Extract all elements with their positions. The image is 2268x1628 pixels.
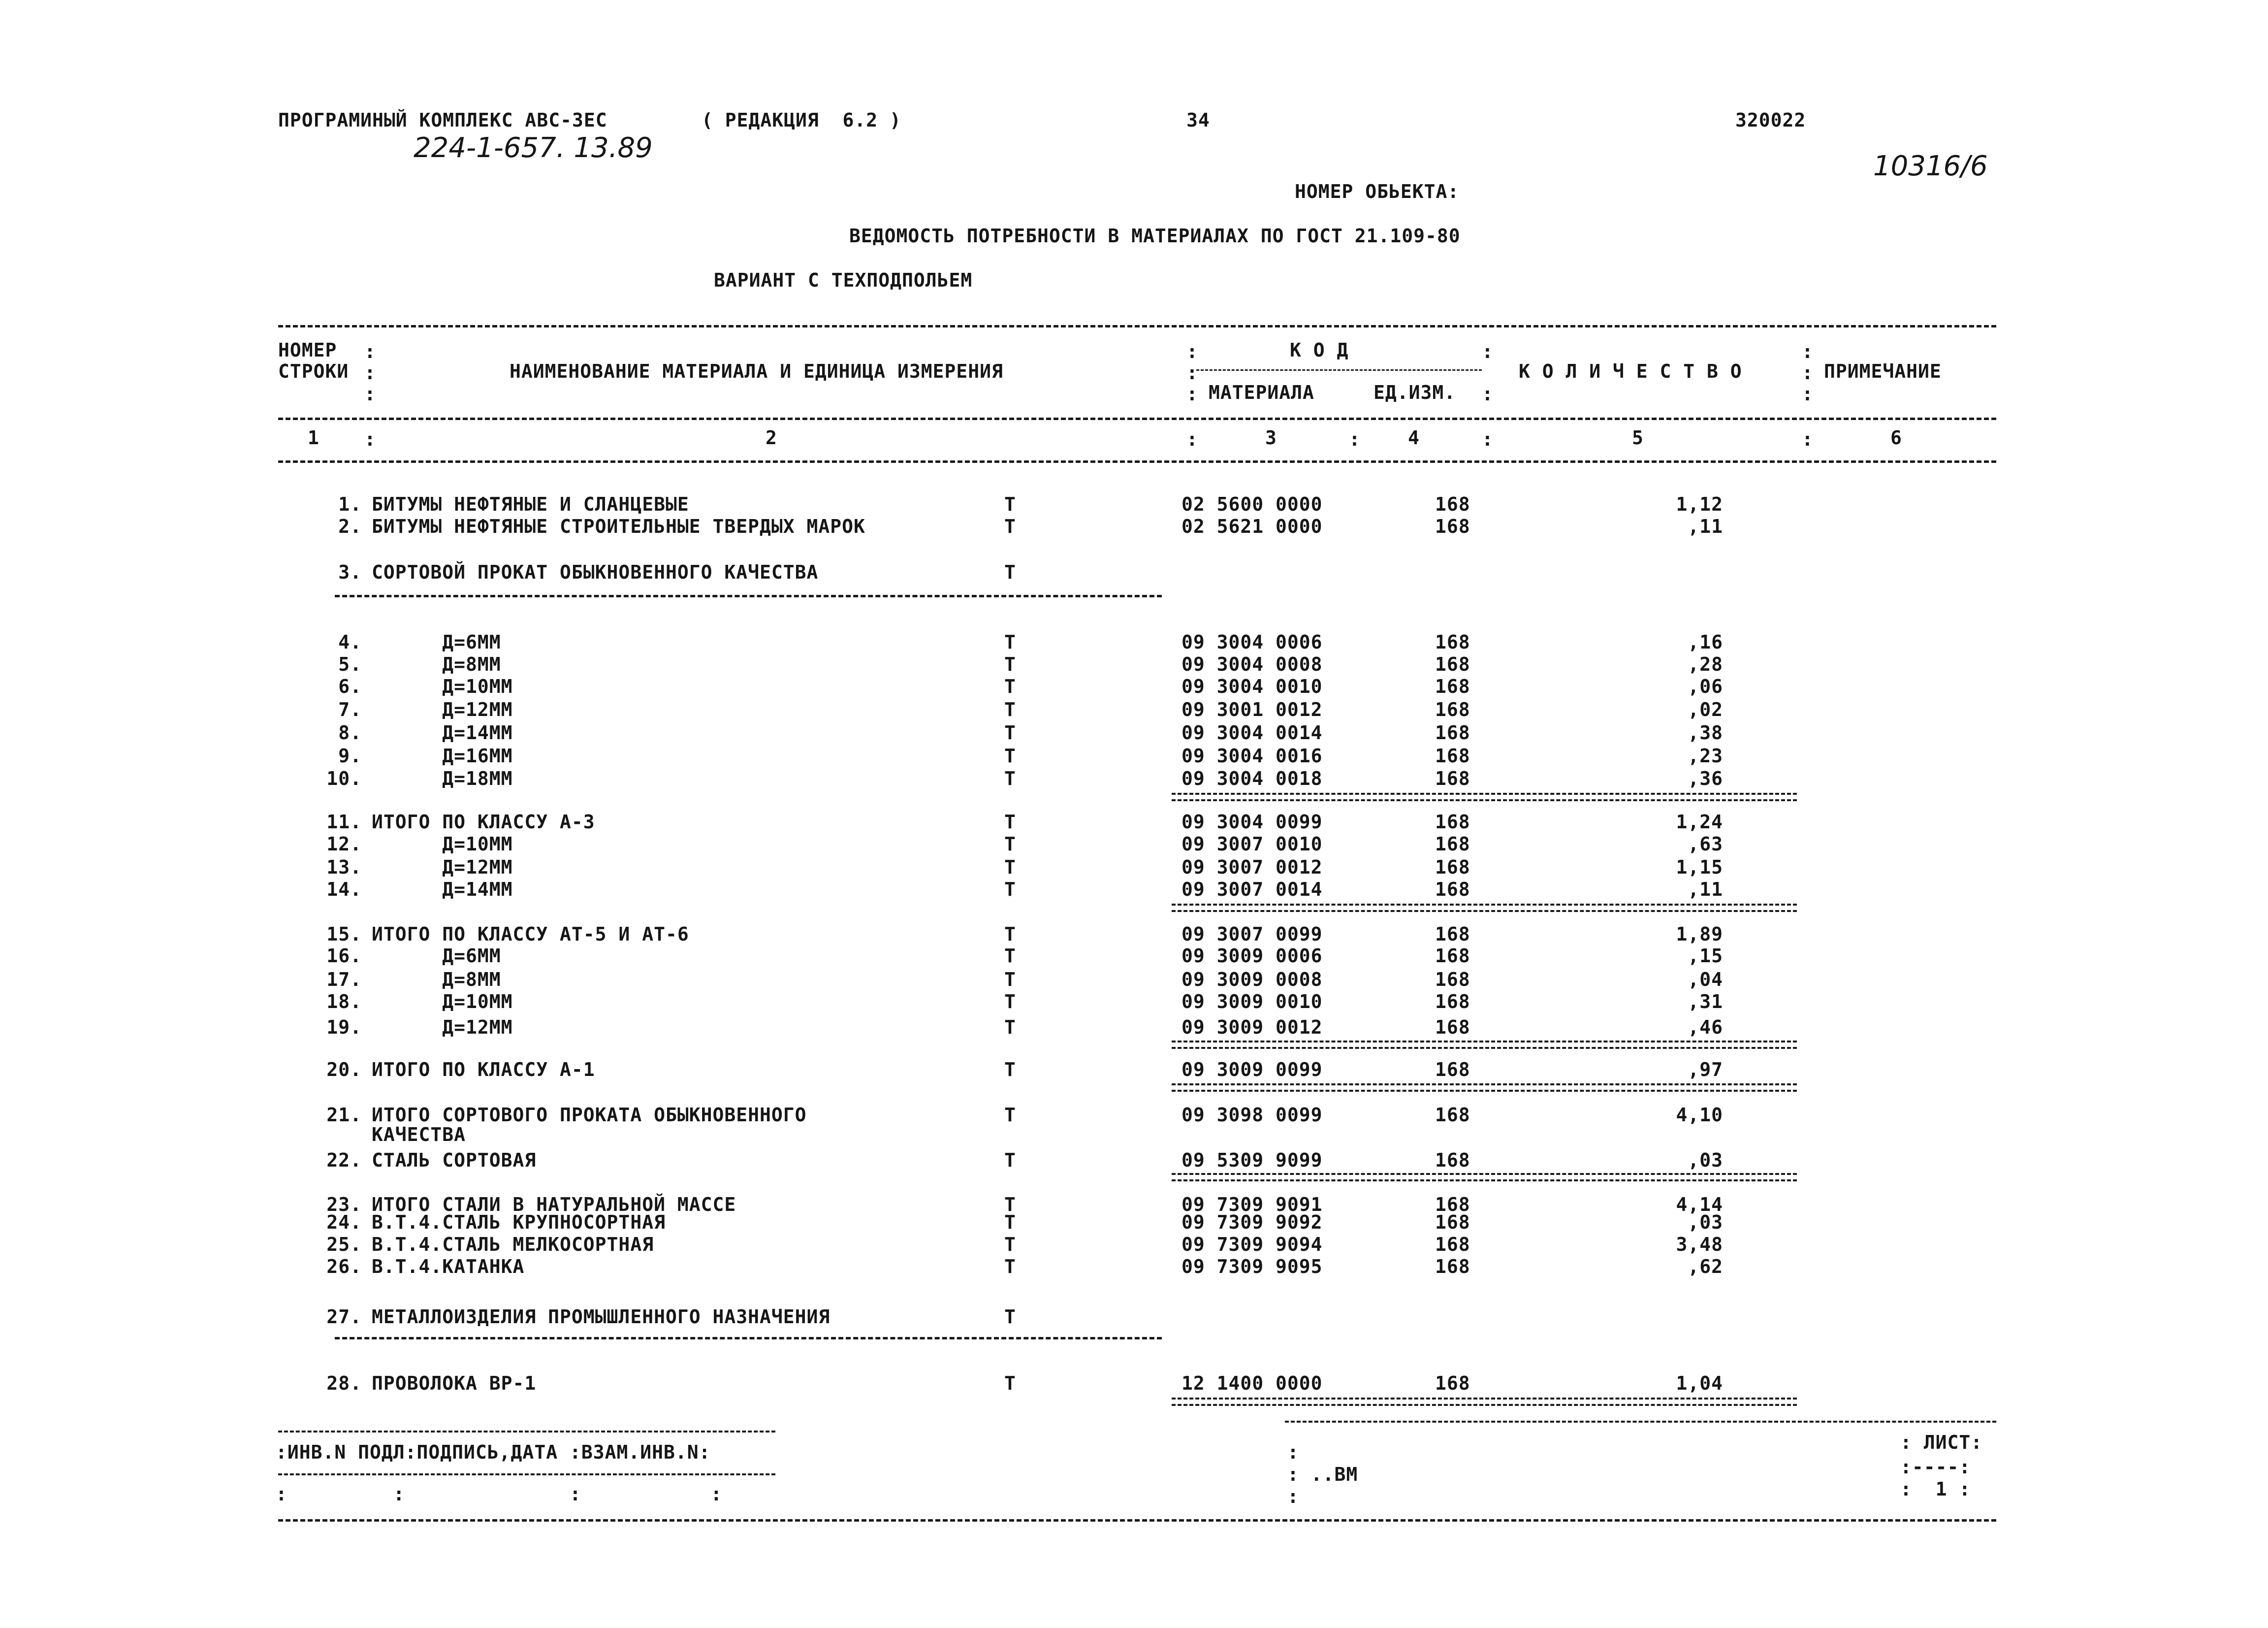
- col-code-unit: ЕД.ИЗМ.: [1374, 382, 1456, 403]
- col-index-3: 3: [1265, 427, 1277, 449]
- quantity: ,04: [1688, 969, 1723, 990]
- quantity: ,02: [1688, 699, 1723, 720]
- section-underline: [335, 595, 1162, 597]
- unit: Т: [1004, 676, 1016, 697]
- row-number: 16.: [326, 945, 362, 967]
- sep: :: [364, 341, 376, 362]
- unit: Т: [1004, 722, 1016, 744]
- footer-stamp-header: :ИНВ.N ПОДЛ:ПОДПИСЬ,ДАТА :ВЗАМ.ИНВ.N:: [276, 1441, 711, 1463]
- table-row: [0, 1151, 2268, 1172]
- unit: Т: [1004, 493, 1016, 515]
- table-row: [0, 925, 2268, 946]
- material-name: Д=8ММ: [372, 653, 501, 675]
- quantity: ,11: [1688, 516, 1723, 537]
- unit-code: 168: [1435, 811, 1470, 833]
- unit-code: 168: [1435, 856, 1470, 878]
- material-code: 09 5309 9099: [1182, 1149, 1323, 1171]
- material-name: Д=6ММ: [372, 945, 501, 967]
- sep: :: [1482, 383, 1493, 405]
- quantity: ,03: [1688, 1211, 1723, 1233]
- edition: ( РЕДАКЦИЯ 6.2 ): [702, 109, 901, 131]
- material-name: Д=6ММ: [372, 631, 501, 653]
- unit-code: 168: [1435, 676, 1470, 697]
- header-bottom-rule: [278, 460, 1996, 463]
- quantity: 3,48: [1676, 1234, 1723, 1255]
- material-code: 12 1400 0000: [1182, 1372, 1323, 1394]
- material-code: 09 3004 0016: [1182, 745, 1323, 767]
- sep: :: [364, 362, 376, 384]
- unit: Т: [1004, 561, 1016, 583]
- sep: :: [1186, 383, 1198, 405]
- sep: :: [1802, 362, 1813, 384]
- unit-code: 168: [1435, 879, 1470, 900]
- row-number: 15.: [326, 923, 362, 945]
- material-name: БИТУМЫ НЕФТЯНЫЕ СТРОИТЕЛЬНЫЕ ТВЕРДЫХ МАРОК: [372, 516, 865, 537]
- quantity: ,62: [1688, 1256, 1723, 1277]
- quantity: ,23: [1688, 745, 1723, 767]
- row-number: 19.: [326, 1016, 362, 1038]
- material-code: 09 7309 9094: [1182, 1234, 1323, 1255]
- row-number: 18.: [326, 991, 362, 1012]
- material-name: В.Т.4.СТАЛЬ МЕЛКОСОРТНАЯ: [372, 1234, 654, 1255]
- sep: :: [1482, 428, 1493, 450]
- unit-code: 168: [1435, 722, 1470, 744]
- col-index-4: 4: [1408, 427, 1420, 449]
- row-number: 23.: [326, 1194, 362, 1215]
- unit-code: 168: [1435, 833, 1470, 855]
- quantity: ,38: [1688, 722, 1723, 744]
- row-number: 10.: [326, 768, 362, 789]
- unit: Т: [1004, 1306, 1016, 1328]
- material-name: Д=10ММ: [372, 833, 513, 855]
- row-number: 17.: [326, 969, 362, 990]
- material-name: Д=8ММ: [372, 969, 501, 990]
- quantity: ,15: [1688, 945, 1723, 967]
- quantity: 4,14: [1676, 1194, 1723, 1215]
- subtotal-rule: [1172, 1041, 1797, 1049]
- table-row: [0, 1018, 2268, 1040]
- material-code: 09 7309 9095: [1182, 1256, 1323, 1277]
- row-number: 5.: [338, 653, 362, 675]
- unit-code: 168: [1435, 923, 1470, 945]
- unit-code: 168: [1435, 768, 1470, 789]
- quantity: ,36: [1688, 768, 1723, 789]
- variant-subtitle: ВАРИАНТ С ТЕХПОДПОЛЬЕМ: [714, 269, 973, 291]
- sheet-number: 1: [1935, 1478, 1948, 1500]
- row-number: 12.: [326, 833, 362, 855]
- sep: :: [1482, 341, 1493, 362]
- material-code: 09 3009 0006: [1182, 945, 1323, 967]
- material-code: 09 3009 0012: [1182, 1016, 1323, 1038]
- program-name: ПРОГРАМИНЫЙ КОМПЛЕКС АВС-ЗЕС: [278, 109, 607, 131]
- col-index-2: 2: [766, 427, 777, 449]
- sheet-separator: :----:: [1900, 1456, 1971, 1478]
- col-rowno-1: НОМЕР: [278, 339, 337, 361]
- material-code: 09 3004 0006: [1182, 631, 1323, 653]
- unit: Т: [1004, 879, 1016, 900]
- table-top-rule: [278, 325, 1996, 327]
- material-name: Д=16ММ: [372, 745, 513, 767]
- quantity: ,28: [1688, 653, 1723, 675]
- row-number: 14.: [326, 879, 362, 900]
- col-index-1: 1: [308, 427, 319, 449]
- table-row: [0, 946, 2268, 968]
- table-row: [0, 880, 2268, 902]
- quantity: 1,89: [1676, 923, 1723, 945]
- quantity: ,31: [1688, 991, 1723, 1012]
- material-name: ПРОВОЛОКА ВР-1: [372, 1372, 537, 1394]
- table-row: [0, 813, 2268, 834]
- unit: Т: [1004, 745, 1016, 767]
- table-row: [0, 723, 2268, 745]
- material-code: 09 3004 0008: [1182, 653, 1323, 675]
- material-code: 09 7309 9091: [1182, 1194, 1323, 1215]
- row-number: 1.: [338, 493, 362, 515]
- unit: Т: [1004, 1234, 1016, 1255]
- quantity: ,03: [1688, 1149, 1723, 1171]
- unit-code: 168: [1435, 991, 1470, 1012]
- material-code: 09 3004 0014: [1182, 722, 1323, 744]
- material-name: Д=12ММ: [372, 1016, 513, 1038]
- row-number: 22.: [326, 1149, 362, 1171]
- table-row: [0, 633, 2268, 654]
- material-name: СОРТОВОЙ ПРОКАТ ОБЫКНОВЕННОГО КАЧЕСТВА: [372, 561, 819, 583]
- unit-code: 168: [1435, 945, 1470, 967]
- unit: Т: [1004, 945, 1016, 967]
- table-row: [0, 1374, 2268, 1396]
- quantity: ,63: [1688, 833, 1723, 855]
- material-name: Д=10ММ: [372, 991, 513, 1012]
- unit-code: 168: [1435, 653, 1470, 675]
- subtotal-rule: [1172, 1173, 1797, 1181]
- unit-code: 168: [1435, 493, 1470, 515]
- unit-code: 168: [1435, 1194, 1470, 1215]
- footer-left-top-rule: [278, 1431, 775, 1433]
- material-name: Д=12ММ: [372, 699, 513, 720]
- table-row: [0, 700, 2268, 722]
- row-number: 21.: [326, 1104, 362, 1126]
- material-code: 09 3007 0099: [1182, 923, 1323, 945]
- unit-code: 168: [1435, 699, 1470, 720]
- material-code: 09 3007 0010: [1182, 833, 1323, 855]
- footer-bottom-rule: [278, 1519, 1996, 1522]
- unit-code: 168: [1435, 1211, 1470, 1233]
- material-name: ИТОГО ПО КЛАССУ А-1: [372, 1059, 595, 1080]
- unit-code: 168: [1435, 516, 1470, 537]
- material-name: ИТОГО СТАЛИ В НАТУРАЛЬНОЙ МАССЕ: [372, 1194, 736, 1215]
- header-mid-rule: [278, 418, 1996, 420]
- table-row: [0, 563, 2268, 585]
- material-name: КАЧЕСТВА: [372, 1124, 466, 1145]
- material-name: СТАЛЬ СОРТОВАЯ: [372, 1149, 537, 1171]
- unit-code: 168: [1435, 1234, 1470, 1255]
- sep: :: [364, 428, 376, 450]
- material-name: МЕТАЛЛОИЗДЕЛИЯ ПРОМЫШЛЕННОГО НАЗНАЧЕНИЯ: [372, 1306, 831, 1328]
- document-code: 320022: [1735, 109, 1806, 131]
- unit: Т: [1004, 1372, 1016, 1394]
- unit: Т: [1004, 1104, 1016, 1126]
- row-number: 25.: [326, 1234, 362, 1255]
- quantity: 1,12: [1676, 493, 1723, 515]
- row-number: 9.: [338, 745, 362, 767]
- material-code: 09 3004 0099: [1182, 811, 1323, 833]
- page-title: ВЕДОМОСТЬ ПОТРЕБНОСТИ В МАТЕРИАЛАХ ПО ГОСТ 21.109-80: [849, 225, 1461, 247]
- unit-code: 168: [1435, 1104, 1470, 1126]
- footer-mid-colon: :: [1287, 1441, 1299, 1463]
- unit: Т: [1004, 811, 1016, 833]
- unit: Т: [1004, 699, 1016, 720]
- quantity: ,97: [1688, 1059, 1723, 1080]
- table-row: [0, 655, 2268, 677]
- sep: :: [1802, 383, 1813, 405]
- unit: Т: [1004, 856, 1016, 878]
- material-code: 09 3098 0099: [1182, 1104, 1323, 1126]
- col-code: К О Д: [1290, 339, 1349, 361]
- row-number: 13.: [326, 856, 362, 878]
- col-index-6: 6: [1890, 427, 1902, 449]
- sheet-label-text: ЛИСТ: [1923, 1432, 1971, 1453]
- subtotal-rule: [1172, 904, 1797, 912]
- sheet-label: : ЛИСТ:: [1900, 1432, 1983, 1453]
- quantity: ,46: [1688, 1016, 1723, 1038]
- table-row: [0, 970, 2268, 992]
- section-underline: [335, 1337, 1162, 1339]
- material-code: 09 3004 0018: [1182, 768, 1323, 789]
- table-row: [0, 495, 2268, 517]
- material-name: БИТУМЫ НЕФТЯНЫЕ И СЛАНЦЕВЫЕ: [372, 493, 689, 515]
- sep: :: [1349, 428, 1360, 450]
- page-number: 34: [1186, 109, 1210, 131]
- material-name: Д=10ММ: [372, 676, 513, 697]
- table-row: [0, 747, 2268, 768]
- subtotal-rule: [1172, 793, 1797, 801]
- footer-right-top-rule: [1285, 1421, 1996, 1423]
- col-code-material: МАТЕРИАЛА: [1209, 382, 1314, 403]
- sep: :: [364, 383, 376, 405]
- row-number: 3.: [338, 561, 362, 583]
- material-code: 09 7309 9092: [1182, 1211, 1323, 1233]
- table-row: [0, 769, 2268, 791]
- material-code: 09 3009 0010: [1182, 991, 1323, 1012]
- sheet-number-cell: : 1 :: [1900, 1478, 1971, 1500]
- unit: Т: [1004, 991, 1016, 1012]
- material-name: ИТОГО СОРТОВОГО ПРОКАТА ОБЫКНОВЕННОГО: [372, 1104, 807, 1126]
- material-code: 02 5621 0000: [1182, 516, 1323, 537]
- unit-code: 168: [1435, 1149, 1470, 1171]
- unit: Т: [1004, 653, 1016, 675]
- quantity: ,06: [1688, 676, 1723, 697]
- object-number-label: НОМЕР ОБЬЕКТА:: [1295, 181, 1460, 202]
- subtotal-rule: [1172, 1083, 1797, 1092]
- material-name: ИТОГО ПО КЛАССУ А-3: [372, 811, 595, 833]
- material-name: Д=14ММ: [372, 879, 513, 900]
- row-number: 4.: [338, 631, 362, 653]
- unit-code: 168: [1435, 745, 1470, 767]
- row-number: 24.: [326, 1211, 362, 1233]
- unit: Т: [1004, 833, 1016, 855]
- material-code: 09 3007 0012: [1182, 856, 1323, 878]
- sep: :: [1186, 362, 1198, 384]
- material-name: В.Т.4.СТАЛЬ КРУПНОСОРТНАЯ: [372, 1211, 666, 1233]
- material-name: ИТОГО ПО КЛАССУ АТ-5 И АТ-6: [372, 923, 689, 945]
- sep: :: [1186, 428, 1198, 450]
- quantity: ,11: [1688, 879, 1723, 900]
- quantity: ,16: [1688, 631, 1723, 653]
- row-number: 20.: [326, 1059, 362, 1080]
- table-row: [0, 517, 2268, 539]
- subtotal-rule: [1172, 1398, 1797, 1406]
- material-name: Д=14ММ: [372, 722, 513, 744]
- material-code: 02 5600 0000: [1182, 493, 1323, 515]
- table-row: [0, 1060, 2268, 1082]
- handwritten-project-number: 224-1-657. 13.89: [414, 132, 653, 164]
- col-note: ПРИМЕЧАНИЕ: [1824, 360, 1942, 382]
- unit: Т: [1004, 1256, 1016, 1277]
- unit: Т: [1004, 1016, 1016, 1038]
- row-number: 27.: [326, 1306, 362, 1328]
- unit-code: 168: [1435, 1059, 1470, 1080]
- row-number: 2.: [338, 516, 362, 537]
- table-row: [0, 677, 2268, 699]
- row-number: 8.: [338, 722, 362, 744]
- row-number: 28.: [326, 1372, 362, 1394]
- unit: Т: [1004, 516, 1016, 537]
- table-row: [0, 1307, 2268, 1329]
- quantity: 1,24: [1676, 811, 1723, 833]
- table-row: [0, 992, 2268, 1014]
- table-row: [0, 1213, 2268, 1235]
- col-rowno-2: СТРОКИ: [278, 360, 349, 382]
- code-sub-rule: [1196, 369, 1482, 371]
- sep: :: [1802, 428, 1813, 450]
- unit-code: 168: [1435, 631, 1470, 653]
- material-code: 09 3007 0014: [1182, 879, 1323, 900]
- unit: Т: [1004, 1149, 1016, 1171]
- footer-mid-colon: :: [1287, 1486, 1299, 1507]
- row-number: 26.: [326, 1256, 362, 1277]
- material-name: Д=18ММ: [372, 768, 513, 789]
- material-name: Д=12ММ: [372, 856, 513, 878]
- table-row: [0, 1125, 2268, 1147]
- footer-stamp-row: : : : :: [276, 1483, 723, 1505]
- quantity: 4,10: [1676, 1104, 1723, 1126]
- unit: Т: [1004, 631, 1016, 653]
- unit: Т: [1004, 768, 1016, 789]
- unit-code: 168: [1435, 1372, 1470, 1394]
- unit: Т: [1004, 1059, 1016, 1080]
- unit: Т: [1004, 923, 1016, 945]
- material-code: 09 3009 0008: [1182, 969, 1323, 990]
- table-row: [0, 858, 2268, 879]
- footer-stamp-rule: [278, 1473, 775, 1475]
- col-name: НАИМЕНОВАНИЕ МАТЕРИАЛА И ЕДИНИЦА ИЗМЕРЕНИЯ: [510, 360, 1003, 382]
- sep: :: [1186, 341, 1198, 362]
- unit: Т: [1004, 1194, 1016, 1215]
- unit-code: 168: [1435, 1256, 1470, 1277]
- material-code: 09 3009 0099: [1182, 1059, 1323, 1080]
- material-code: 09 3004 0010: [1182, 676, 1323, 697]
- col-index-5: 5: [1632, 427, 1644, 449]
- quantity: 1,04: [1676, 1372, 1723, 1394]
- table-row: [0, 1235, 2268, 1257]
- row-number: 11.: [326, 811, 362, 833]
- unit-code: 168: [1435, 1016, 1470, 1038]
- footer-mid-text: : ..ВМ: [1287, 1464, 1358, 1485]
- row-number: 7.: [338, 699, 362, 720]
- table-row: [0, 835, 2268, 856]
- quantity: 1,15: [1676, 856, 1723, 878]
- unit: Т: [1004, 1211, 1016, 1233]
- unit: Т: [1004, 969, 1016, 990]
- handwritten-sheet-code: 10316/6: [1873, 150, 1988, 182]
- table-row: [0, 1106, 2268, 1127]
- col-quantity: К О Л И Ч Е С Т В О: [1519, 360, 1742, 382]
- material-code: 09 3001 0012: [1182, 699, 1323, 720]
- row-number: 6.: [338, 676, 362, 697]
- unit-code: 168: [1435, 969, 1470, 990]
- material-name: В.Т.4.КАТАНКА: [372, 1256, 525, 1277]
- sep: :: [1802, 341, 1813, 362]
- table-row: [0, 1257, 2268, 1279]
